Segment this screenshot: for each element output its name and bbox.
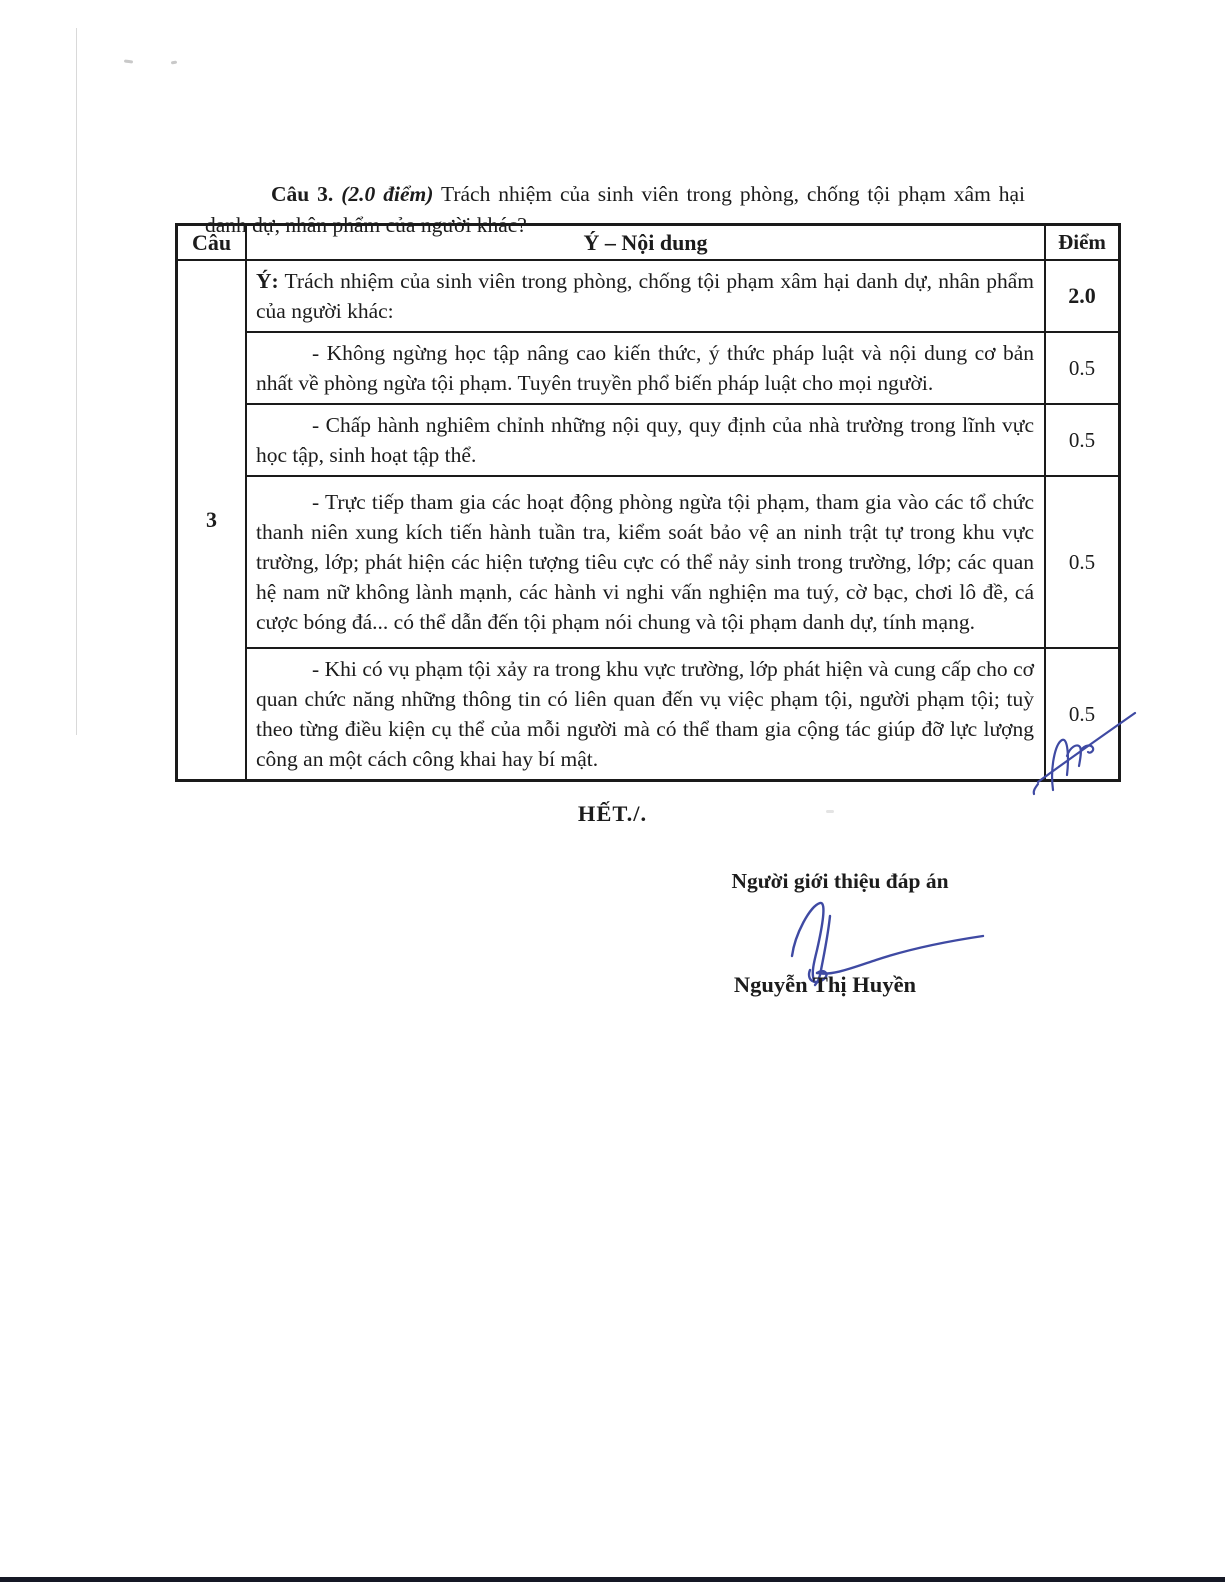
- table-header-row: [177, 225, 1120, 261]
- scan-speck: [124, 59, 133, 63]
- score-cell: 0.5: [1045, 404, 1120, 476]
- signer-name: Nguyễn Thị Huyền: [733, 972, 917, 997]
- answer-item-cell: - Không ngừng học tập nâng cao kiến thức, ý thức pháp luật và nội dung cơ bản nhất về phòng ngừa tội phạm. Tuyên truyền phổ biến pháp luật cho mọi người.: [246, 332, 1045, 404]
- column-header-noidung: Ý – Nội dung: [246, 225, 1045, 261]
- page-bottom-rule: [0, 1577, 1225, 1582]
- question-points: (2.0 điểm): [341, 181, 434, 206]
- answer-summary-cell: [246, 260, 1045, 332]
- score-cell: 0.5: [1045, 476, 1120, 648]
- answer-item-cell: - Chấp hành nghiêm chỉnh những nội quy, quy định của nhà trường trong lĩnh vực học tập, sinh hoạt tập thể.: [246, 404, 1045, 476]
- answer-item-cell: - Khi có vụ phạm tội xảy ra trong khu vực trường, lớp phát hiện và cung cấp cho cơ quan chức năng những thông tin có liên quan đến vụ việc phạm tội, người phạm tội; tuỳ theo từng điều kiện cụ thể của mỗi người mà có thể tham gia cộng tác giúp đỡ lực lượng công an một cách công khai hay bí mật.: [246, 648, 1045, 781]
- table-row: [177, 332, 1120, 404]
- scan-edge-line: [76, 28, 77, 735]
- table-row: [177, 260, 1120, 332]
- table-row: [177, 476, 1120, 648]
- column-header-diem: Điểm: [1045, 225, 1120, 261]
- paraph-signature-ink: [1005, 698, 1140, 798]
- signer-title: Người giới thiệu đáp án: [731, 869, 949, 893]
- answer-item-cell: - Trực tiếp tham gia các hoạt động phòng ngừa tội phạm, tham gia vào các tổ chức thanh niên xung kích tiến hành tuần tra, kiểm soát bảo vệ an ninh trật tự trong khu vực trường, lớp; phát hiện các hiện tượng tiêu cực có thể nảy sinh trong trường, lớp; các quan hệ nam nữ không lành mạnh, các hành vi nghi vấn nghiện ma tuý, cờ bạc, chơi lô đề, cá cược bóng đá... có thể dẫn đến tội phạm nói chung và tội phạm danh dự, tính mạng.: [246, 476, 1045, 648]
- question-text: Trách nhiệm của sinh viên trong phòng, chống tội phạm xâm hại danh dự, nhân phẩm của người khác?: [205, 181, 1026, 237]
- question-label: Câu 3.: [271, 181, 334, 206]
- answer-summary-label: Ý:: [256, 269, 279, 293]
- answer-summary-text: Trách nhiệm của sinh viên trong phòng, chống tội phạm xâm hại danh dự, nhân phẩm của người khác:: [256, 269, 1034, 323]
- rubric-table: [175, 223, 1121, 782]
- question-number-cell: 3: [177, 260, 247, 781]
- score-cell: 0.5: [1045, 332, 1120, 404]
- column-header-cau: Câu: [177, 225, 247, 261]
- scan-speck: [171, 61, 177, 65]
- table-row: [177, 648, 1120, 781]
- score-cell: 2.0: [1045, 260, 1120, 332]
- score-cell: 0.5: [1045, 648, 1120, 781]
- end-mark: HẾT./.: [577, 801, 648, 826]
- table-row: [177, 404, 1120, 476]
